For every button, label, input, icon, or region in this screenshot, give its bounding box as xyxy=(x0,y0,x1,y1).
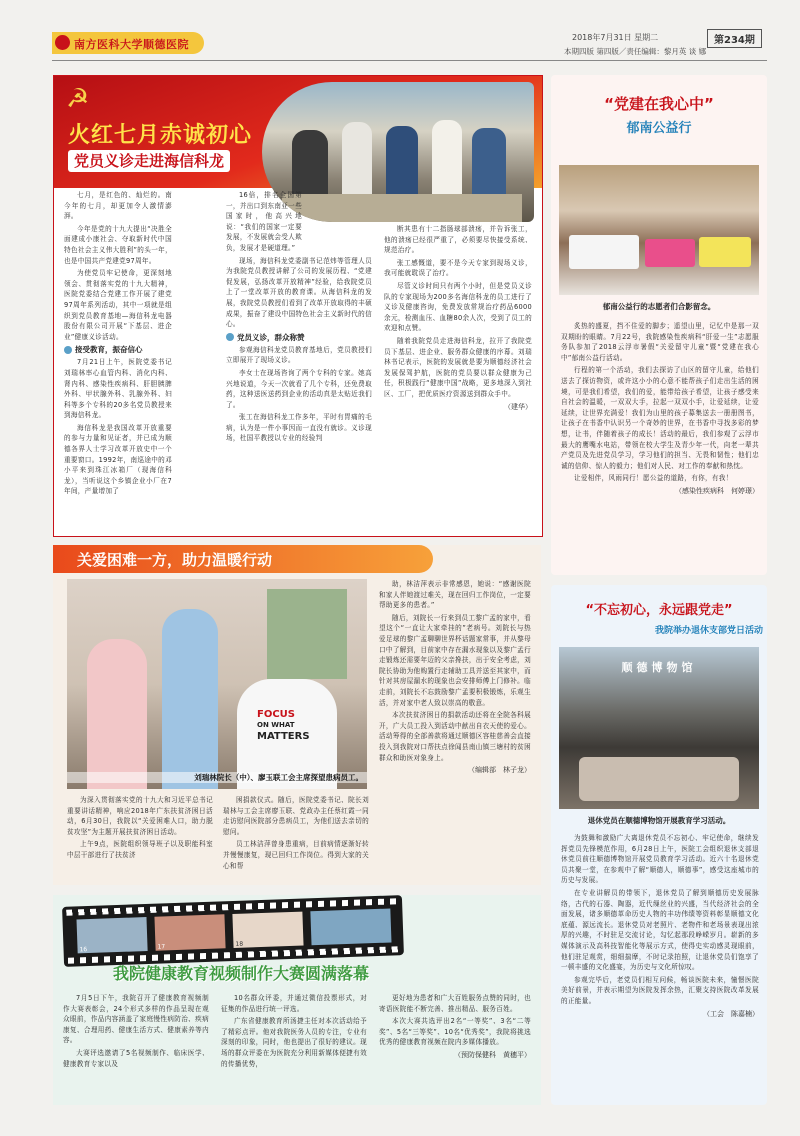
film-frame xyxy=(232,912,303,948)
frame-number: 16 xyxy=(79,946,88,954)
article-header-band xyxy=(54,76,542,188)
article-subtitle-text: 党员义诊走进海信科龙 xyxy=(74,152,225,170)
paragraph: 更好地为患者和广大百姓服务点赞的同时，也寄语医院能不断完善、推出精品、服务百姓。 xyxy=(379,994,531,1013)
paragraph: 7月5日下午，我院召开了健康教育视频制作大赛表彰会，24个形式多样的作品呈现在观众眼前，作品内容涵盖了家庭慢性病防治、疾病康复、合理用药、健康生活方式、健康素养等内容。 xyxy=(63,994,209,1045)
paragraph: 为使党员牢记使命，更深刻地领会、贯彻落实党的十九大精神，医院党委结合党建工作开展了建党97周年系列活动，其中一项就是组织到党员教育基地—海信科龙电器股份有限公司开展“下基层、进企业”健康义诊活动。 xyxy=(64,269,172,341)
paragraph: 七月，是红色的、灿烂的。南今年的七月，却更加令人激情澎湃。 xyxy=(64,191,172,221)
film-frame xyxy=(154,914,225,950)
section-heading-text: 党员义诊，群众称赞 xyxy=(237,332,305,342)
section-heading-text: 接受教育，振奋信心 xyxy=(75,345,143,355)
paragraph: 本次大赛共选评出2名“一等奖”、3名“二等奖”、5名“三等奖”、10名“优秀奖”，我院将挑选优秀的健康教育视频在院内多媒体播放。 xyxy=(379,1017,531,1047)
paragraph: 在专业讲解员的带领下，退休党员了解到顺德历史发展脉络，古代的石器、陶器，近代缫丝业的兴盛，当代经济社会的全面发展，诸多顺德革命历史人物的丰功伟绩等资料彰显顺德文化底蕴、源远流长。退休党员对老照片、老物件和老场景表现出浓厚的兴趣，不时驻足交流讨论，勾忆起那段峥嵘岁月。崭新的多媒体演示及高科技智能化等展示方式，使得史实动感灵现眼前，他们驻足观赏，细细揣摩，不时记录拍照，让退休党员们饱享了一顿丰盛的文化盛宴，为历史与文化所惊叹。 xyxy=(561,888,759,972)
frame-number: 18 xyxy=(235,940,244,948)
visit-photo xyxy=(67,579,367,789)
author: （工会 陈嘉楠） xyxy=(703,1009,759,1018)
paragraph: 今年是党的十九大提出“决胜全面建成小康社会、夺取新时代中国特色社会主义伟大胜利”的头一年，也是中国共产党建党97周年。 xyxy=(64,224,172,265)
museum-sign: 顺德博物馆 xyxy=(621,661,697,674)
col-3 xyxy=(384,224,532,412)
film-strip xyxy=(62,895,404,967)
bullet-icon xyxy=(64,346,72,354)
party-emblem-icon: ☭ xyxy=(66,84,90,114)
shirt-print xyxy=(257,709,310,742)
film-frame xyxy=(310,908,391,945)
photo-caption: 郁南公益行的志愿者们合影留念。 xyxy=(602,302,716,311)
col-1 xyxy=(64,190,172,499)
header-rule xyxy=(52,60,767,61)
col-3 xyxy=(379,579,531,775)
paragraph: 为深入贯彻落实党的十九大和习近平总书记重要讲话精神，响应2018年广东扶贫济困日活动，6月30日，我院以“关爱困难人口，助力脱贫攻坚”为主题开展扶贫济困日活动。 xyxy=(67,796,213,836)
shirt-text-line: FOCUS xyxy=(257,709,295,720)
header-meta: 本期四版 第四版／责任编辑：黎月英 谈 娜 xyxy=(564,47,707,56)
paragraph: 员工林洁萍曾身患重病，目前病情逐渐好转并慢慢康复，现已回归工作岗位。得到大家的关心和帮 xyxy=(223,840,369,870)
paragraph: 上午9点，医院组织领导班子以及职能科室中层干部进行了扶贫济 xyxy=(67,840,213,859)
paragraph: 为鼓舞和激励广大离退休党员不忘初心、牢记使命，继续发挥党员先锋模范作用，6月28日上午，医院工会组织退休支部退休党员前往顺德博物馆开展党员教育学习活动。近六十名退休党员共聚一堂，在参观中了解“顺德人，顺德事”，感受这座城市的历史与发展。 xyxy=(561,834,759,885)
paragraph: 参观完毕后，老党员们相互问候，畅谈医院未来，憧憬医院美好前景，并表示期望为医院发挥余热，汇聚支持医院改革发展的正能量。 xyxy=(561,975,759,1005)
author: （编辑部 林子龙） xyxy=(468,766,531,775)
paragraph: 行程的第一个活动，我们去探访了山区的留守儿童，给他们送去了探访物资，或许这小小的心意不能帮孩子们走出生活的困境，可是我们希望，我们的爱，能带给孩子希望，让孩子感受来自社会的温暖，一双双大手，拉起一双双小手，让爱延续，让爱延续，让世界充满爱！我们为山里的孩子募集送去一册册图书，让孩子在书香中认识另一个奇妙的世界，在书香中寻找多彩的梦想，让书，伴随着孩子的成长！活动的最后，我们参观了云浮市最大的鹰嘴水电站，带领在校大学生及青少年一代，向老一辈共产党员及先进党员学习，学习他们的担当、无畏和韧性；他们忠诚的信仰、惊人的毅力；他们对人民、对工作的奉献和热忱。 xyxy=(561,366,759,470)
film-frame xyxy=(77,917,148,953)
hospital-logo-banner xyxy=(52,32,204,54)
col-3 xyxy=(379,993,531,1060)
issue-badge: 第234期 xyxy=(707,29,762,48)
article-title: 关爱困难一方，助力温暖行动 xyxy=(77,551,273,569)
author: （预防保健科 黄穗平） xyxy=(454,1050,531,1059)
paragraph: 炙热的盛夏，挡不住爱的脚步；遥望山里，记忆中是那一双双期盼的眼睛。7月22号，我院感染性疾病科“肝爱一生”志愿服务队参加了2018云浮市暑假“关爱留守儿童”暨“党建在我心中”郁南公益行活动。 xyxy=(561,322,759,362)
paragraph: 张工感慨道，要不是今天专家到现场义诊，我可能就耽误了治疗。 xyxy=(384,258,532,278)
article-title: 火红七月赤诚初心 xyxy=(68,123,253,148)
section-heading xyxy=(64,344,172,355)
author: （建华） xyxy=(504,402,532,411)
col-1 xyxy=(67,795,213,863)
paragraph: 尽管义诊时间只有两个小时，但是党员义诊队的专家现场为200多名海信科龙的员工进行了义诊及健康咨询，免费发放常规治疗药品6000余元，检测血压、血糖80余人次，受到了员工的欢迎和点赞。 xyxy=(384,281,532,333)
paragraph: 16倍，排名全国第一，并出口到东南亚一些国家时，他高兴地说：“我们的国家一定要发展，不发展就会受人欺负，发展才是硬道理。” xyxy=(226,191,302,252)
paragraph: 张工在海信科龙工作多年，平时有胃痛的毛病，认为是一件小事因而一直没有就诊。义诊现场，杜国平教授以专业的经验判 xyxy=(226,413,372,443)
col-2 xyxy=(223,795,369,873)
paragraph: 随后，刘院长一行来到员工黎广孟的家中，看望这个“一直让大家牵挂的”老病号。刘院长与热爱足球的黎广孟聊聊世界杯话题家常事，并从黎母口中了解到，目前家中存在漏水现象以及黎广孟行走锻炼还需要年迈的父亲搀扶，出于安全考虑，刘院长协助为他购置行走辅助工具并送至其家中，而针对其房屋漏水的现象也会安排师傅上门修补。临走前，刘院长不忘鼓励黎广孟要积极锻炼，乐观生活，并对家中老人致以崇高的敬意。 xyxy=(379,613,531,707)
photo-caption: 退休党员在顺德博物馆开展教育学习活动。 xyxy=(587,816,731,825)
article-retiree-party-day xyxy=(551,585,767,1105)
paragraph: 助，林洁萍表示非常感恩，她说：“感谢医院和家人伴她渡过难关，现在回归工作岗位，一定要帮助更多的患者。” xyxy=(379,580,531,610)
section-heading xyxy=(226,332,372,343)
paragraph: 海信科龙是我国改革开放重要的参与力量和见证者，并已成为顺德各界人士学习改革开放史中一个重要窗口。1992年，南巡途中的邓小平来到珠江冰箱厂（现海信科龙），当听说这个乡镇企业小厂在7年间，产量增加了 xyxy=(64,423,172,496)
article-title: 我院健康教育视频制作大赛圆满落幕 xyxy=(113,964,370,983)
article-yunan-charity xyxy=(551,75,767,575)
paragraph: 7月21日上午，医院党委书记刘瑞林率心血管内科、消化内科、肾内科、感染性疾病科、肝胆胰脾外科、甲状腺外科、乳腺外科、妇科等多个专科的20多名党员教授来到海信科龙。 xyxy=(64,358,172,420)
shirt-text-line: MATTERS xyxy=(257,731,310,742)
paragraph: 李女士在现场咨询了两个专科的专家。她高兴地说道，今天一次就看了几个专科，还免费取药，这种送医送药到企业的活动真是太贴近我们了。 xyxy=(226,368,372,409)
paragraph: 断其患有十二指肠球部溃疡，并告诉张工，他的溃疡已经很严重了，必须要尽快接受系统、规范治疗。 xyxy=(384,225,532,255)
paragraph: 本次扶贫济困日的捐款活动还将在全院各科展开，广大员工投入到活动中献出自衣天使的爱心。活动筹得的全部善款将通过顺德区容桂慈善会直接投入到我院对口帮扶点徐闻县南山镇三塘村的贫困群众和助医对象身上。 xyxy=(379,711,531,762)
article-poverty-relief xyxy=(53,545,541,885)
frame-number: 17 xyxy=(157,943,166,951)
hospital-emblem-icon xyxy=(55,35,70,50)
shirt-text-line: ON WHAT xyxy=(257,721,295,729)
volunteer-group-photo xyxy=(559,165,759,295)
header-date: 2018年7月31日 星期二 xyxy=(572,33,659,42)
hospital-name: 南方医科大学顺德医院 xyxy=(74,38,189,51)
col-2 xyxy=(221,993,367,1071)
col-2 xyxy=(226,190,372,446)
article-video-contest xyxy=(53,895,541,1105)
article-title-band xyxy=(53,545,433,573)
article-title: “不忘初心，永远跟党走” xyxy=(585,603,733,618)
paragraph: 困捐款仪式。随后，医院党委书记、院长刘瑞林与工会主席廖玉联、党政办主任蔡红霞一同走访慰问医院部分患病员工，为他们送去亲切的慰问。 xyxy=(223,796,369,836)
article-body xyxy=(561,321,759,496)
col-1 xyxy=(63,993,209,1071)
bullet-icon xyxy=(226,333,234,341)
paragraph: 广东省健康教育所汤捷主任对本次活动给予了精彩点评。他对我院医务人员的专注，专业有深刻的印象，同时，他也提出了很好的建议。现场的群众评委在为医院充分利用新媒体便捷有效的传播优势， xyxy=(221,1017,367,1068)
article-party-clinic xyxy=(53,75,543,537)
article-body xyxy=(561,833,759,1019)
article-subtitle xyxy=(68,150,230,172)
paragraph: 大赛评选邀请了5名视频制作、临床医学、健康教育专家以及 xyxy=(63,1048,209,1068)
photo-caption: 刘瑞林院长（中）、廖玉联工会主席探望患病员工。 xyxy=(67,772,367,783)
article-subtitle: 我院举办退休支部党日活动 xyxy=(654,626,763,636)
paragraph: 让爱相伴，风雨同行！愿公益的道路，有你，有我！ xyxy=(574,474,733,483)
museum-group-photo xyxy=(559,647,759,809)
paragraph: 现场，海信科龙党委副书记范炜等管理人员为我院党员教授讲解了公司的发展历程、“党建促发展，弘扬改革开放精神”经验，给我院党员上了一堂改革开放的教育课。从海信科龙的发展，我院党员教授们看到了改革开放取得的丰硕成果，振奋了建设中国特色社会主义新时代的信心。 xyxy=(226,256,372,329)
author: （感染性疾病科 何婷璟） xyxy=(675,486,759,495)
article-subtitle: 郁南公益行 xyxy=(626,121,692,136)
article-title: “党建在我心中” xyxy=(604,95,714,113)
paragraph: 10名群众评委，并通过微信投票形式，对征集的作品进行统一评选。 xyxy=(221,994,367,1013)
paragraph: 随着我院党员走进海信科龙，拉开了我院党员下基层、进企业、服务群众健康的序幕。刘瑞林书记表示，医院的发展就是要为顺德经济社会发展保驾护航，医院的党员要以群众健康为己任，积极践行“健康中国”战略，更多地深入到社区、工厂，把优质医疗资源送到群众手中。 xyxy=(384,336,532,398)
page-header xyxy=(52,28,767,68)
paragraph: 参观海信科龙党员教育基地后，党员教授们立即展开了现场义诊。 xyxy=(226,345,372,365)
